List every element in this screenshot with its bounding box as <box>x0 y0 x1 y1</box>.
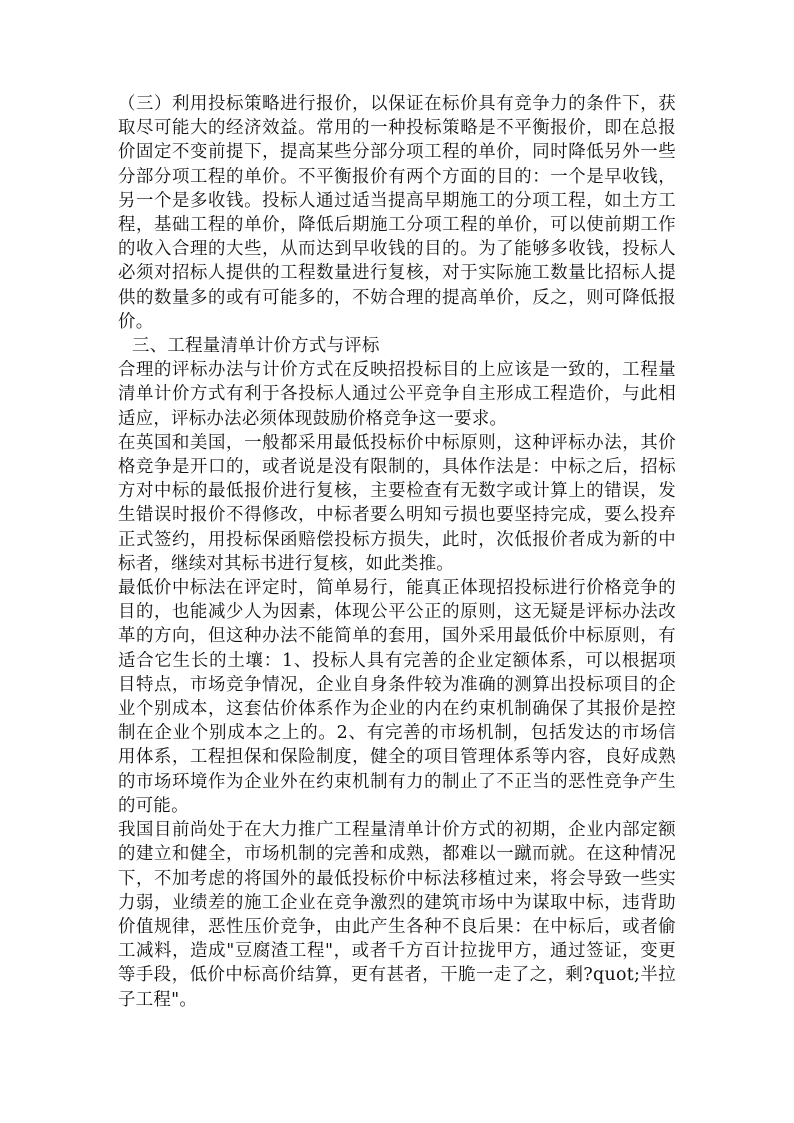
section-heading: 三、工程量清单计价方式与评标 <box>132 336 380 357</box>
paragraph-uk-us-practice: 在英国和美国，一般都采用最低投标价中标原则，这种评标办法，其价格竞争是开口的，或者说是没有限制的，具体作法是：中标之后，招标方对中标的最低报价进行复核，主要检查有无数字或计算上的错误，发生错误时报价不得修改，中标者要么明知亏损也要坚持完成，要么投弃正式签约，用投标保函赔偿投标方损失，此时，次低报价者成为新的中标者，继续对其标书进行复核，如此类推。 <box>118 432 676 574</box>
document-body <box>118 92 676 1012</box>
paragraph-lowest-price-method: 最低价中标法在评定时，简单易行，能真正体现招投标进行价格竞争的目的，也能减少人为因素，体现公平公正的原则，这无疑是评标办法改革的方向，但这种办法不能简单的套用，国外采用最低价中标原则，有适合它生长的土壤：1、投标人具有完善的企业定额体系，可以根据项目特点，市场竞争情况，企业自身条件较为准确的测算出投标项目的企业个别成本，这套估价体系作为企业的内在约束机制确保了其报价是控制在企业个别成本之上的。2、有完善的市场机制，包括发达的市场信用体系，工程担保和保险制度，健全的项目管理体系等内容，良好成熟的市场环境作为企业外在约束机制有力的制止了不正当的恶性竞争产生的可能。 <box>118 578 676 816</box>
paragraph-evaluation-method: 合理的评标办法与计价方式在反映招投标目的上应该是一致的，工程量清单计价方式有利于各投标人通过公平竞争自主形成工程造价，与此相适应，评标办法必须体现鼓励价格竞争这一要求。 <box>118 360 676 429</box>
paragraph-bidding-strategy: （三）利用投标策略进行报价，以保证在标价具有竞争力的条件下，获取尽可能大的经济效益。常用的一种投标策略是不平衡报价，即在总报价固定不变前提下，提高某些分部分项工程的单价，同时降低另外一些分部分项工程的单价。不平衡报价有两个方面的目的：一个是早收钱，另一个是多收钱。投标人通过适当提高早期施工的分项工程，如土方工程，基础工程的单价，降低后期施工分项工程的单价，可以使前期工作的收入合理的大些，从而达到早收钱的目的。为了能够多收钱，投标人必须对招标人提供的工程数量进行复核，对于实际施工数量比招标人提供的数量多的或有可能多的，不妨合理的提高单价，反之，则可降低报价。 <box>118 94 676 332</box>
paragraph-domestic-situation: 我国目前尚处于在大力推广工程量清单计价方式的初期，企业内部定额的建立和健全，市场机制的完善和成熟，都难以一蹴而就。在这种情况下，不加考虑的将国外的最低投标价中标法移植过来，将会导致一些实力弱，业绩差的施工企业在竞争激烈的建筑市场中为谋取中标，违背助价值规律，恶性压价竞争，由此产生各种不良后果：在中标后，或者偷工减料，造成"豆腐渣工程"，或者千方百计拉拢甲方，通过签证，变更等手段，低价中标高价结算，更有甚者，干脆一走了之，剩?quot;半拉子工程"。 <box>118 820 676 1010</box>
